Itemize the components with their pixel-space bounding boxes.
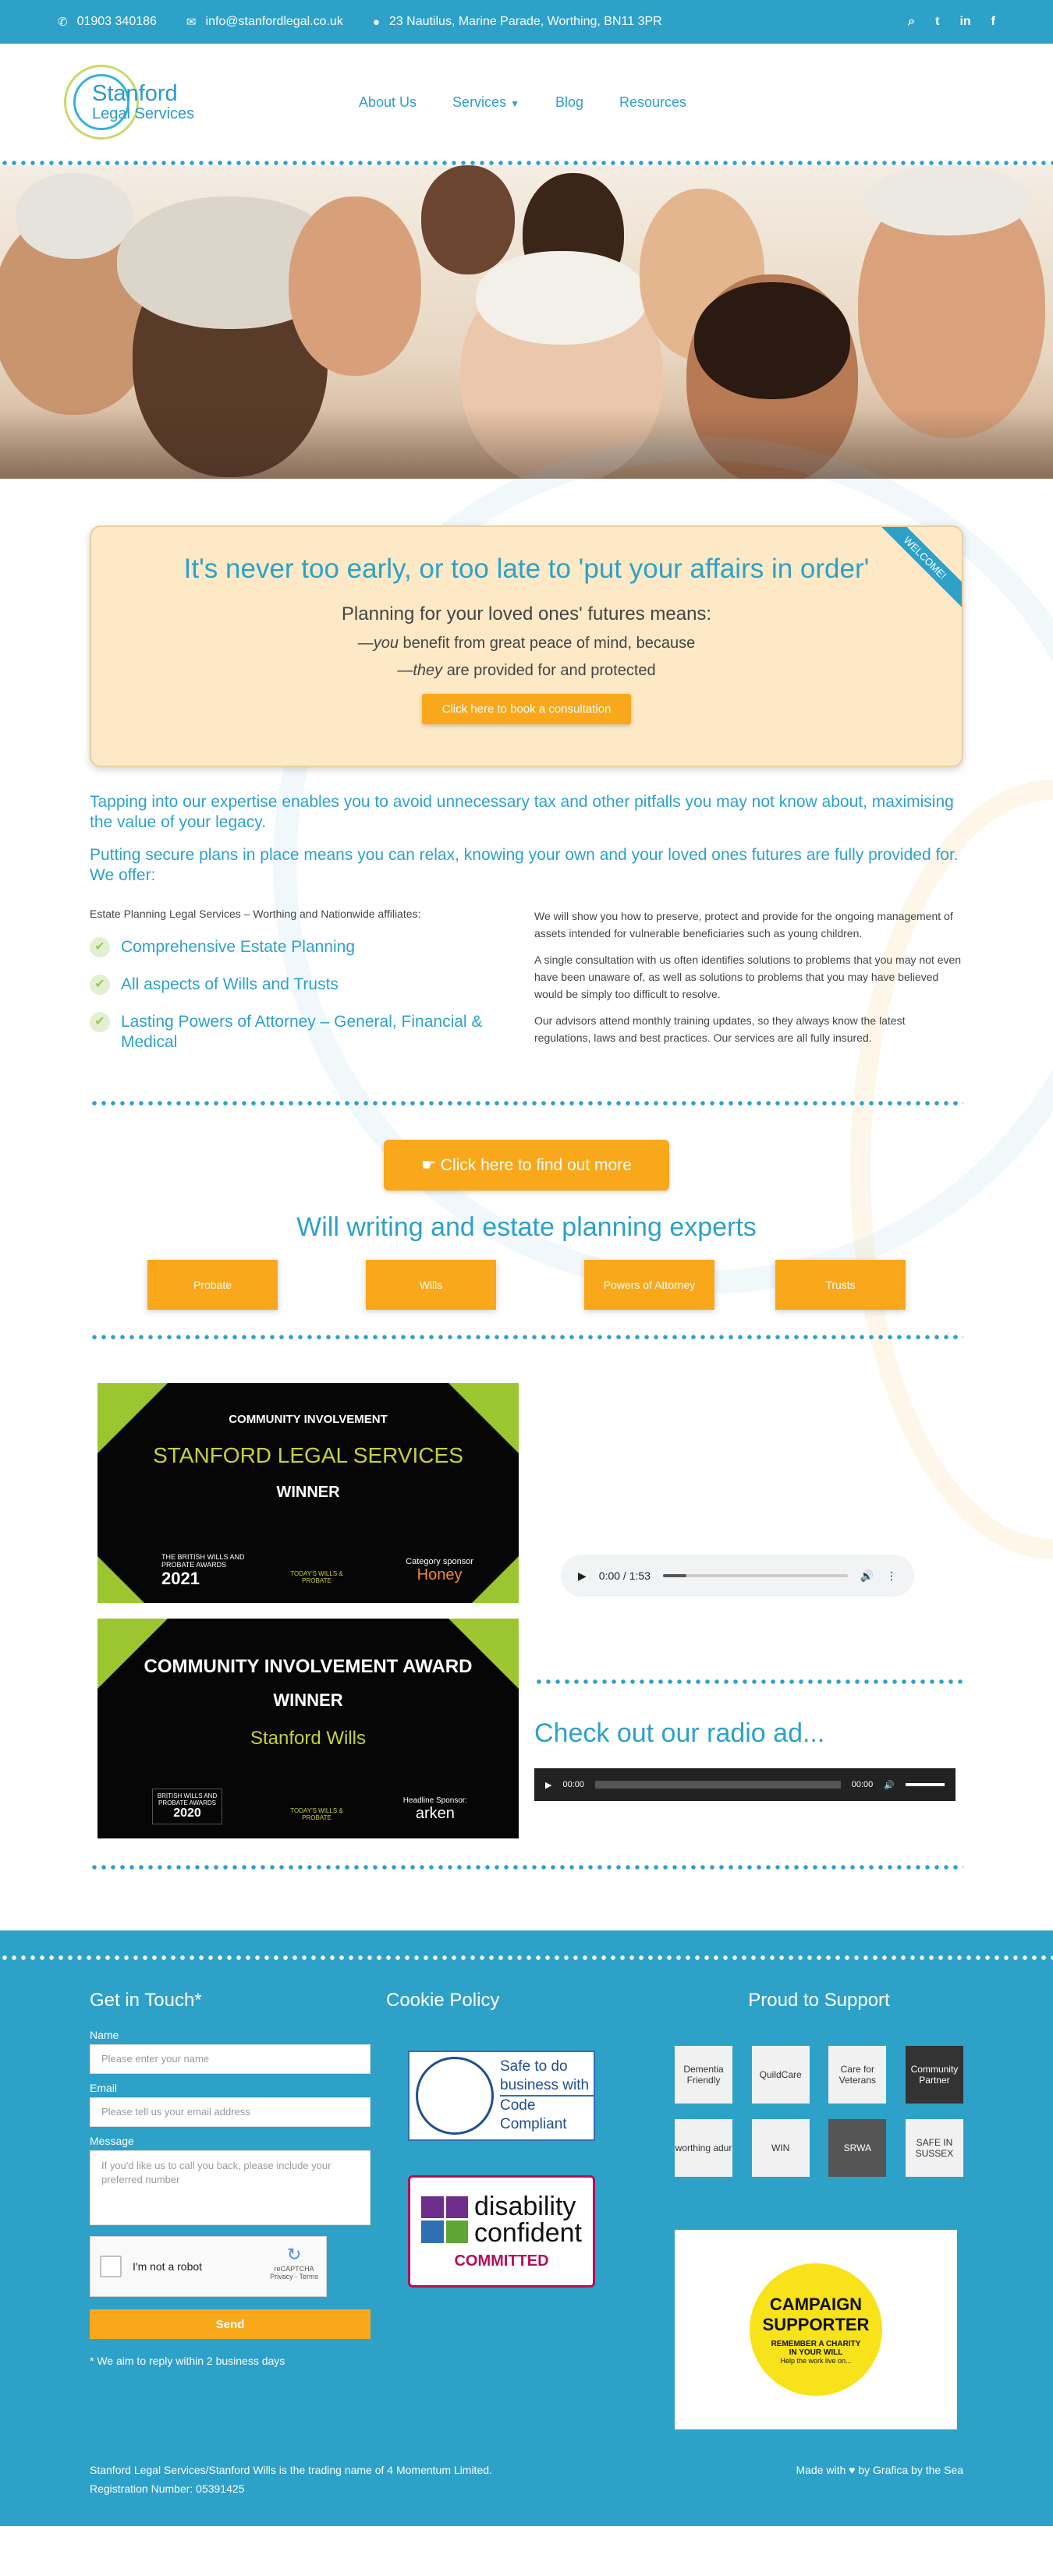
- award-top-text: COMMUNITY INVOLVEMENT: [229, 1413, 388, 1426]
- search-icon[interactable]: ⌕: [908, 15, 916, 28]
- campaign-line: REMEMBER A CHARITY: [771, 2340, 861, 2348]
- services-caption: Estate Planning Legal Services – Worthing and Nationwide affiliates:: [90, 908, 421, 920]
- dotted-divider: [90, 1101, 963, 1106]
- volume-slider[interactable]: [906, 1783, 945, 1786]
- award-brand: [152, 1789, 222, 1824]
- play-icon[interactable]: ▶: [578, 1569, 587, 1582]
- nav-services[interactable]: [452, 94, 519, 111]
- phone-number: 01903 340186: [76, 15, 157, 28]
- main-nav: [359, 94, 686, 111]
- linkedin-icon[interactable]: in: [959, 15, 971, 28]
- audio-player[interactable]: [561, 1555, 914, 1597]
- made-with: [796, 2461, 963, 2498]
- welcome-heading: It's never too early, or too late to 'put your affairs in order': [183, 554, 870, 584]
- welcome-line-2: [91, 662, 962, 680]
- intro-paragraph-1: Tapping into our expertise enables you to avoid unnecessary tax and other pitfalls you may not know about, maximising the value of your legacy.: [90, 793, 954, 831]
- dc-icon: [421, 2220, 444, 2243]
- society-of-will-writers-badge[interactable]: [408, 2051, 595, 2141]
- support-column: [675, 1990, 963, 2429]
- audio-progress-fill: [663, 1574, 686, 1577]
- award-corner: [98, 1383, 168, 1453]
- campaign-supporter-badge[interactable]: [675, 2230, 957, 2429]
- recaptcha-icon: ↻: [286, 2245, 302, 2264]
- award-corner: [472, 1556, 519, 1603]
- award-image-2020: [98, 1619, 519, 1838]
- society-seal-icon: [416, 2057, 494, 2135]
- logo-line1: Stanford: [92, 81, 178, 107]
- dotted-divider: [90, 1865, 963, 1870]
- email-address: info@stanfordlegal.co.uk: [205, 15, 343, 28]
- cookie-policy-link[interactable]: Cookie Policy: [386, 1990, 500, 2011]
- award-sponsor: [403, 1796, 467, 1823]
- nav-services-label: Services: [452, 94, 507, 110]
- support-logo-win[interactable]: WIN: [752, 2119, 810, 2177]
- services-columns: [90, 908, 963, 1053]
- hero-person: [866, 165, 1030, 235]
- campaign-line: Help the work live on...: [780, 2357, 852, 2365]
- campaign-line: SUPPORTER: [762, 2315, 870, 2334]
- award-corner: [448, 1619, 519, 1689]
- hero-person: [476, 251, 647, 345]
- dc-committed: COMMITTED: [454, 2252, 549, 2270]
- hand-icon: ☛: [421, 1156, 436, 1174]
- contact-heading: Get in Touch*: [90, 1990, 202, 2011]
- footer-bottom: [0, 2429, 1053, 2526]
- message-textarea[interactable]: If you'd like us to call you back, please include your preferred number: [90, 2150, 370, 2225]
- line-text: benefit from great peace of mind, because: [399, 635, 696, 652]
- dc-text: [474, 2193, 582, 2246]
- welcome-subheading: Planning for your loved ones' futures means:: [341, 603, 712, 625]
- award-image-2021: [98, 1383, 519, 1603]
- play-icon[interactable]: ▶: [545, 1780, 552, 1790]
- intro-paragraph-2: Putting secure plans in place means you can relax, knowing your own and your loved ones futures are fully provided for. We offer:: [90, 846, 959, 884]
- envelope-icon: ✉: [186, 16, 197, 29]
- service-label: Lasting Powers of Attorney – General, Financial & Medical: [121, 1013, 483, 1051]
- services-list: [90, 937, 534, 1053]
- dash: —: [357, 635, 374, 652]
- awards-column: [90, 1383, 526, 1838]
- dc-line: disability: [474, 2191, 576, 2221]
- award-scheme: BRITISH WILLS AND PROBATE AWARDS: [157, 1792, 218, 1806]
- award-name: STANFORD LEGAL SERVICES: [153, 1443, 463, 1467]
- heart-icon: ♥: [849, 2464, 856, 2476]
- audio-time: 0:00 / 1:53: [598, 1569, 651, 1582]
- radio-duration: 00:00: [851, 1780, 874, 1789]
- hero-person: [694, 282, 850, 399]
- hero-person: [421, 165, 515, 274]
- message-label: Message: [90, 2135, 134, 2147]
- awards-section: [90, 1383, 963, 1838]
- volume-icon[interactable]: 🔊: [884, 1780, 895, 1790]
- check-icon: ✔: [90, 1012, 110, 1032]
- award-winner: WINNER: [276, 1484, 340, 1501]
- support-logo-srwa[interactable]: SRWA: [828, 2119, 886, 2177]
- twitter-icon[interactable]: t: [935, 15, 940, 28]
- campaign-line: IN YOUR WILL: [789, 2348, 843, 2357]
- cta-section: [90, 1140, 963, 1243]
- more-options-icon[interactable]: ⋮: [886, 1569, 897, 1582]
- nav-about[interactable]: About Us: [359, 94, 417, 110]
- made-suffix[interactable]: by Grafica by the Sea: [858, 2464, 963, 2476]
- info-paragraph: A single consultation with us often identifies solutions to problems that you may not even have been unaware of, as well as solutions to problems that you may have believed would be simply too difficult to resolve.: [534, 954, 962, 1000]
- hero-image: [0, 165, 1053, 479]
- name-input[interactable]: Please enter your name: [90, 2044, 370, 2074]
- cookie-column: [386, 1990, 651, 2429]
- hero-shadow: [0, 409, 1053, 479]
- dc-icon: [446, 2196, 469, 2219]
- info-column: [534, 908, 963, 1053]
- book-consultation-button[interactable]: Click here to book a consultation: [422, 694, 632, 724]
- phone-link[interactable]: [58, 15, 157, 29]
- award-scheme: THE BRITISH WILLS AND PROBATE AWARDS: [161, 1553, 245, 1569]
- audio-progress[interactable]: [663, 1574, 848, 1577]
- radio-progress[interactable]: [595, 1781, 841, 1789]
- dc-icon: [446, 2220, 469, 2243]
- tile-trusts[interactable]: Trusts: [775, 1260, 906, 1310]
- welcome-line-1: [91, 635, 962, 653]
- welcome-panel: [90, 525, 963, 767]
- dash: —: [397, 662, 413, 679]
- dc-line: confident: [474, 2217, 582, 2248]
- email-link[interactable]: [186, 15, 343, 29]
- support-logo-worthing-adur[interactable]: worthing adur: [675, 2119, 732, 2177]
- sponsor-name: Honey: [417, 1566, 463, 1583]
- service-tiles: [90, 1260, 963, 1310]
- recaptcha-logo: [270, 2245, 318, 2281]
- sponsor-label: Headline Sponsor:: [402, 1796, 467, 1805]
- experts-heading: Will writing and estate planning experts: [296, 1212, 757, 1242]
- nav-blog[interactable]: Blog: [555, 94, 584, 110]
- site-header: [0, 44, 1053, 161]
- address-text: 23 Nautilus, Marine Parade, Worthing, BN11 3PR: [388, 15, 662, 28]
- hero-person: [16, 173, 133, 259]
- award-name: Stanford Wills: [250, 1728, 367, 1749]
- facebook-icon[interactable]: f: [991, 15, 995, 28]
- award-corner: [448, 1383, 519, 1453]
- radio-current: 00:00: [562, 1780, 584, 1789]
- dc-top: [421, 2193, 582, 2246]
- recaptcha-widget: [90, 2236, 327, 2297]
- welcome-ribbon: WELCOME!: [872, 525, 963, 611]
- email-input[interactable]: Please tell us your email address: [90, 2097, 370, 2127]
- service-label: All aspects of Wills and Trusts: [121, 975, 339, 993]
- support-logo-quildcare[interactable]: QuildCare: [752, 2046, 810, 2104]
- support-heading: Proud to Support: [748, 1990, 890, 2011]
- main-content: [0, 479, 1053, 1870]
- send-button[interactable]: Send: [90, 2309, 370, 2339]
- address: [373, 15, 662, 29]
- email-label: Email: [90, 2082, 118, 2094]
- campaign-line: CAMPAIGN: [769, 2295, 863, 2314]
- find-out-more-label: Click here to find out more: [440, 1156, 632, 1174]
- logo-line2: Legal Services: [92, 104, 195, 122]
- award-brand: [161, 1553, 247, 1589]
- audio-column: [526, 1383, 963, 1838]
- footer-columns: [0, 1960, 1053, 2429]
- dc-icon: [421, 2196, 444, 2219]
- social-links: [908, 15, 995, 29]
- site-footer: [0, 1930, 1053, 2526]
- name-label: Name: [90, 2029, 119, 2041]
- map-pin-icon: ●: [372, 15, 380, 29]
- award-year: 2021: [161, 1569, 200, 1588]
- sww-text: [500, 2058, 594, 2134]
- recaptcha-links[interactable]: Privacy - Terms: [270, 2273, 318, 2281]
- contact-form: [90, 1990, 370, 2429]
- recaptcha-brand: reCAPTCHA: [274, 2265, 314, 2273]
- sponsor-name: arken: [415, 1805, 455, 1822]
- sponsor-label: Category sponsor: [406, 1557, 473, 1566]
- service-label: Comprehensive Estate Planning: [121, 938, 356, 956]
- tile-probate[interactable]: Probate: [147, 1260, 278, 1310]
- top-bar: [0, 0, 1053, 44]
- dotted-divider: [534, 1679, 963, 1684]
- hero-person: [289, 196, 421, 376]
- award-year: 2020: [173, 1806, 201, 1820]
- check-icon: ✔: [90, 937, 110, 957]
- tile-powers-of-attorney[interactable]: Powers of Attorney: [584, 1260, 714, 1310]
- sww-line: Safe to do: [500, 2058, 568, 2075]
- chevron-down-icon: ▼: [510, 97, 519, 109]
- recaptcha-checkbox[interactable]: [100, 2256, 122, 2277]
- disability-confident-badge[interactable]: [408, 2175, 595, 2288]
- radio-player[interactable]: [534, 1768, 956, 1801]
- made-prefix: Made with: [796, 2464, 846, 2476]
- site-logo[interactable]: [64, 65, 298, 140]
- award-publisher: TODAY'S WILLS & PROBATE: [290, 1570, 343, 1584]
- check-icon: ✔: [90, 975, 110, 995]
- reply-note: * We aim to reply within 2 business days: [90, 2355, 285, 2367]
- support-logos: [675, 2046, 963, 2177]
- recaptcha-label: I'm not a robot: [133, 2260, 203, 2273]
- radio-heading: Check out our radio ad...: [534, 1718, 825, 1748]
- logo-text: [92, 82, 194, 122]
- emphasis: you: [373, 635, 399, 652]
- find-out-more-button[interactable]: [384, 1140, 669, 1191]
- nav-resources[interactable]: Resources: [619, 94, 687, 110]
- info-paragraph: Our advisors attend monthly training updates, so they always know the latest regulations, laws and best practices. Our services are all fully insured.: [534, 1014, 906, 1044]
- emphasis: they: [413, 662, 443, 679]
- award-sponsor: [406, 1557, 473, 1584]
- award-publisher: TODAY'S WILLS & PROBATE: [290, 1807, 343, 1821]
- legal-text: Stanford Legal Services/Stanford Wills is the trading name of 4 Momentum Limited. Registration Number: 05391425: [90, 2464, 492, 2495]
- support-logo-care-for-veterans[interactable]: Care for Veterans: [828, 2046, 886, 2104]
- line-text: are provided for and protected: [442, 662, 656, 679]
- support-logo-safe-in-sussex[interactable]: SAFE IN SUSSEX: [906, 2119, 963, 2177]
- services-column: [90, 908, 534, 1053]
- award-winner: WINNER: [273, 1690, 343, 1710]
- tile-wills[interactable]: Wills: [366, 1260, 496, 1310]
- info-paragraph: We will show you how to preserve, protect and provide for the ongoing management of assets intended for vulnerable beneficiaries such as young children.: [534, 910, 953, 939]
- volume-icon[interactable]: 🔊: [860, 1569, 874, 1582]
- dotted-divider: [90, 1335, 963, 1339]
- dc-icons: [421, 2196, 468, 2243]
- sww-line: business with: [500, 2077, 590, 2093]
- list-item: [90, 1012, 534, 1053]
- phone-icon: ✆: [58, 16, 68, 29]
- award-corner: [98, 1619, 168, 1689]
- list-item: [90, 975, 534, 995]
- award-corner: [98, 1556, 144, 1603]
- sww-line: Code Compliant: [500, 2095, 594, 2134]
- support-logo-dementia-friendly[interactable]: Dementia Friendly: [675, 2046, 732, 2104]
- award-top-text: COMMUNITY INVOLVEMENT AWARD: [144, 1656, 473, 1677]
- campaign-badge-inner: [750, 2263, 882, 2396]
- list-item: [90, 937, 534, 957]
- support-logo-community-partner[interactable]: Community Partner: [906, 2046, 963, 2104]
